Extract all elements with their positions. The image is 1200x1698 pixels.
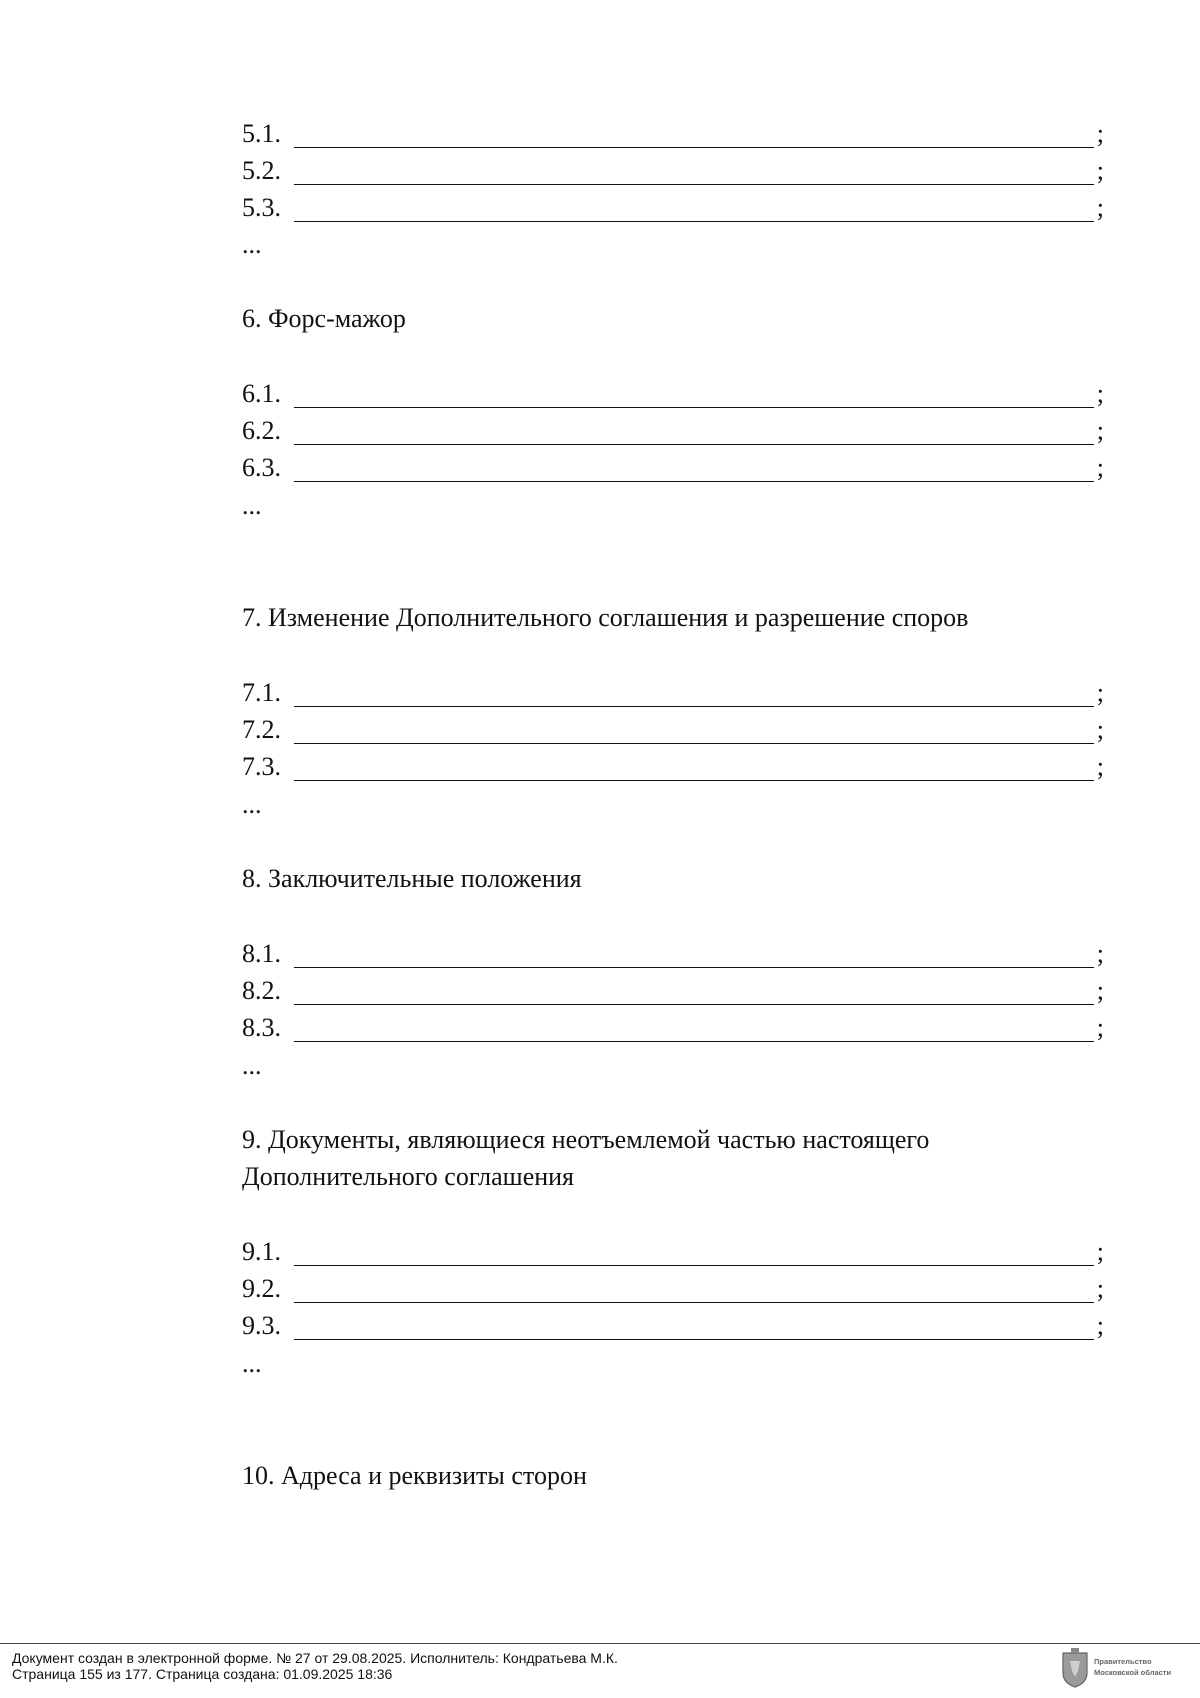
footer-page-info: Страница 155 из 177. Страница создана: 01.09.2025 18:36 [12,1666,393,1682]
list-item [242,711,1104,748]
fill-in-line [294,147,1094,148]
item-number: 5.2. [242,156,281,185]
list-item [242,1307,1104,1344]
item-number: 5.3. [242,193,281,222]
line-end: ; [1096,379,1104,408]
government-logo [1058,1643,1196,1695]
line-end: ; [1096,119,1104,148]
list-item [242,972,1104,1009]
section-heading: 10. Адреса и реквизиты сторон [242,1461,587,1490]
ellipsis: ... [242,491,262,520]
line-end: ; [1096,453,1104,482]
fill-in-line [294,184,1094,185]
line-end: ; [1096,1311,1104,1340]
list-item [242,1009,1104,1046]
list-item [242,1233,1104,1270]
item-number: 9.1. [242,1237,281,1266]
item-number: 8.1. [242,939,281,968]
moscow-region-coat-of-arms-icon [1060,1647,1090,1689]
fill-in-line [294,706,1094,707]
list-item [242,748,1104,785]
item-number: 9.3. [242,1311,281,1340]
line-end: ; [1096,715,1104,744]
list-item [242,1270,1104,1307]
item-number: 6.3. [242,453,281,482]
list-item [242,375,1104,412]
ellipsis: ... [242,790,262,819]
item-number: 9.2. [242,1274,281,1303]
fill-in-line [294,743,1094,744]
item-number: 6.1. [242,379,281,408]
fill-in-line [294,444,1094,445]
fill-in-line [294,221,1094,222]
line-end: ; [1096,1013,1104,1042]
ellipsis: ... [242,230,262,259]
section-heading: 6. Форс-мажор [242,304,406,333]
section-heading: 7. Изменение Дополнительного соглашения и разрешение споров [242,603,969,632]
fill-in-line [294,1041,1094,1042]
logo-line-2: Московской области [1094,1668,1172,1677]
list-item [242,935,1104,972]
ellipsis: ... [242,1051,262,1080]
list-item [242,412,1104,449]
fill-in-line [294,780,1094,781]
line-end: ; [1096,976,1104,1005]
fill-in-line [294,1004,1094,1005]
footer-divider [0,1643,1200,1644]
line-end: ; [1096,156,1104,185]
section-heading: 9. Документы, являющиеся неотъемлемой частью настоящего [242,1125,930,1154]
fill-in-line [294,1339,1094,1340]
line-end: ; [1096,678,1104,707]
item-number: 8.2. [242,976,281,1005]
list-item [242,152,1104,189]
ellipsis: ... [242,1349,262,1378]
list-item [242,674,1104,711]
fill-in-line [294,1302,1094,1303]
fill-in-line [294,967,1094,968]
list-item [242,189,1104,226]
line-end: ; [1096,193,1104,222]
section-heading: 8. Заключительные положения [242,864,582,893]
list-item [242,449,1104,486]
fill-in-line [294,481,1094,482]
section-heading-continuation: Дополнительного соглашения [242,1162,575,1191]
item-number: 7.1. [242,678,281,707]
item-number: 5.1. [242,119,281,148]
line-end: ; [1096,752,1104,781]
item-number: 7.2. [242,715,281,744]
footer-document-info: Документ создан в электронной форме. № 27 от 29.08.2025. Исполнитель: Кондратьева М.К. [12,1650,618,1666]
logo-line-1: Правительство [1094,1657,1152,1666]
list-item [242,115,1104,152]
line-end: ; [1096,939,1104,968]
fill-in-line [294,1265,1094,1266]
line-end: ; [1096,416,1104,445]
fill-in-line [294,407,1094,408]
item-number: 6.2. [242,416,281,445]
item-number: 8.3. [242,1013,281,1042]
item-number: 7.3. [242,752,281,781]
line-end: ; [1096,1274,1104,1303]
line-end: ; [1096,1237,1104,1266]
